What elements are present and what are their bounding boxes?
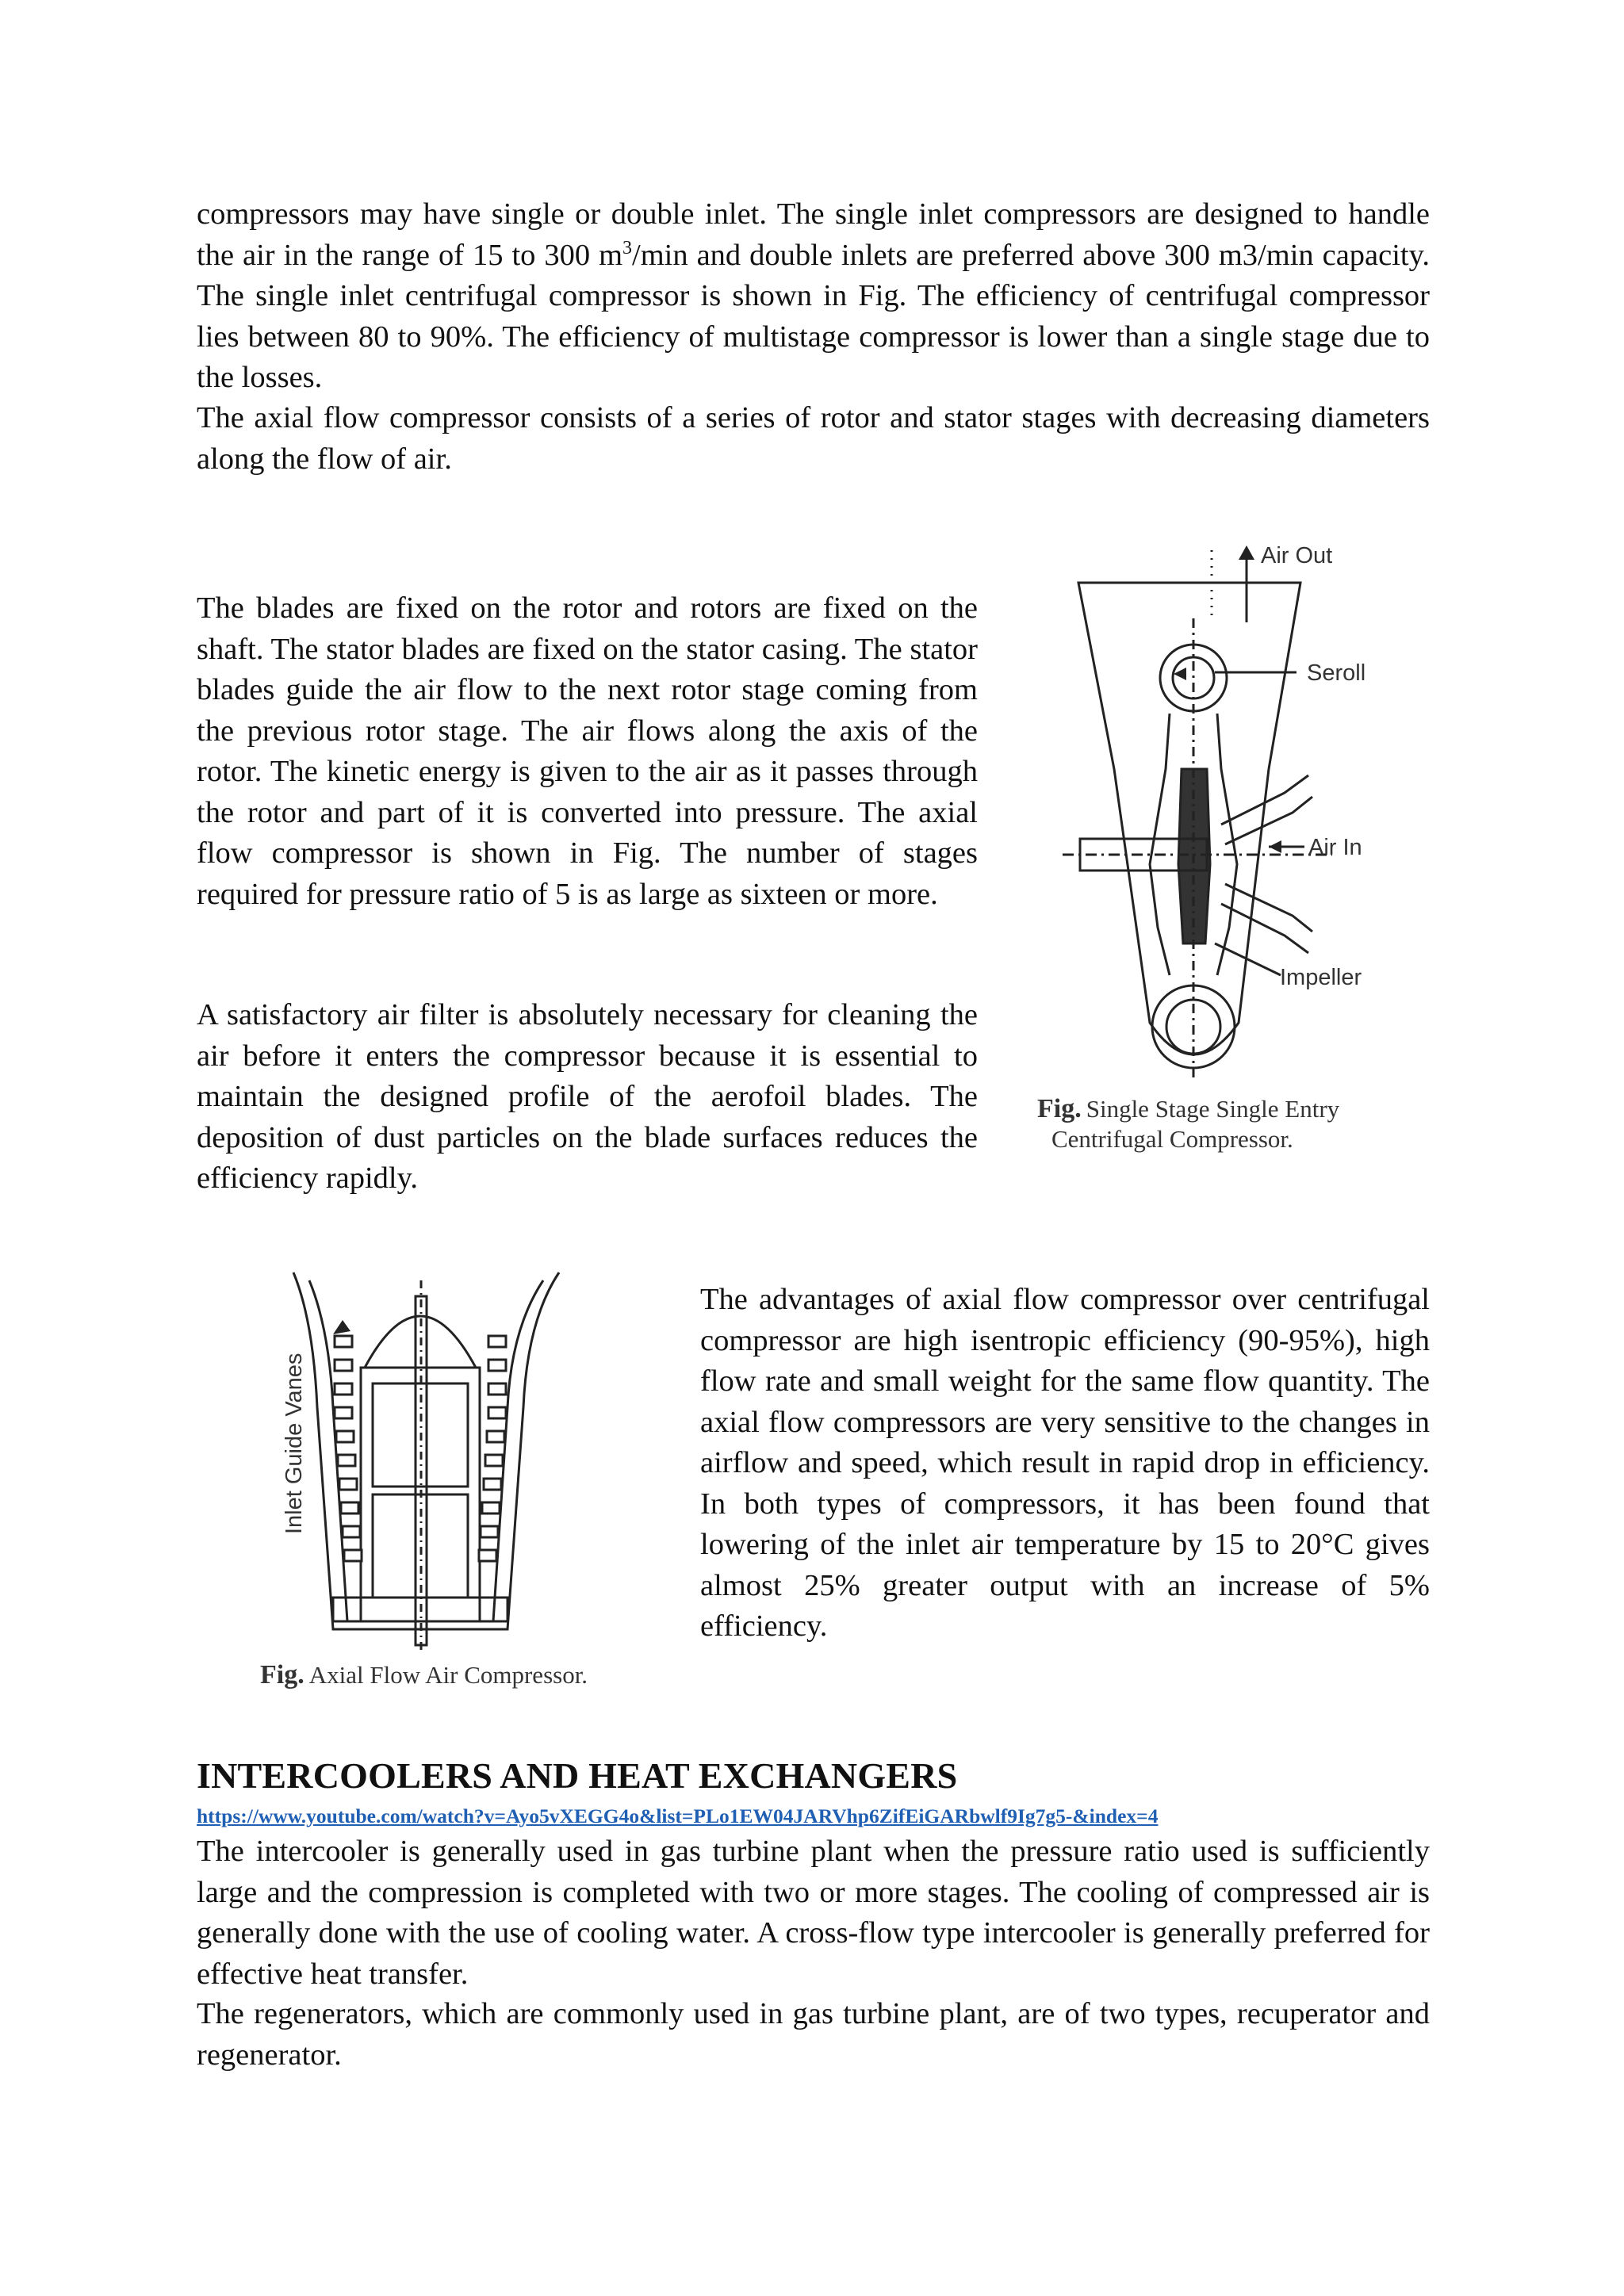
centrifugal-compressor-drawing — [1031, 531, 1396, 1102]
caption-axial-compressor: Fig. Axial Flow Air Compressor. — [260, 1660, 588, 1689]
figure-axial-compressor — [270, 1249, 571, 1661]
label-air-in: Air In — [1308, 835, 1362, 860]
paragraph-axial-advantages: The advantages of axial flow compressor over centrifugal compressor are high isentropic efficiency (90-95%), high flow rate and small weight for the same flow quantity. The axial flow compressors are very sensitive to the changes in airflow and speed, which result in rapid drop in efficiency. In both types of compressors, it has been found that lowering of the inlet air temperature by 15 to 20°C gives almost 25% greater output with an increase of 5% efficiency. — [700, 1283, 1430, 1643]
paragraph-compressor-inlets: compressors may have single or double inlet. The single inlet compressors are designed to handle the air in the range of 15 to 300 $m^3/\min$ and double inlets are preferred above 300 m3/min capacity. The single inlet centrifugal compressor is shown in Fig. The efficiency of centrifugal compressor lies between 80 to 90%. The efficiency of multistage compressor is lower than a single stage due to the losses. — [197, 197, 1430, 394]
label-air-out: Air Out — [1261, 543, 1333, 568]
paragraph-regenerators: The regenerators, which are commonly used in gas turbine plant, are of two types, recuperator and regenerator. — [197, 1997, 1430, 2072]
paragraph-axial-flow-intro: The axial flow compressor consists of a series of rotor and stator stages with decreasing diameters along the flow of air. — [197, 401, 1430, 476]
label-scroll: Seroll — [1307, 660, 1366, 686]
label-inlet-guide-vanes: Inlet Guide Vanes — [282, 1353, 307, 1534]
label-impeller: Impeller — [1280, 965, 1362, 990]
paragraph-air-filter: A satisfactory air filter is absolutely necessary for cleaning the air before it enters the compressor because it is essential to maintain the designed profile of the aerofoil blades. The deposition of dust particles on the blade surfaces reduces the efficiency rapidly. — [197, 998, 978, 1195]
youtube-link[interactable]: https://www.youtube.com/watch?v=Ayo5vXEGG4o&list=PLo1EW04JARVhp6ZifEiGARbwlf9Ig7g5-&index=4 — [197, 1804, 1159, 1827]
axial-compressor-drawing — [270, 1249, 571, 1661]
caption-centrifugal-compressor: Fig. Single Stage Single Entry Centrifugal Compressor. — [1037, 1094, 1340, 1153]
paragraph-blades-rotor: The blades are fixed on the rotor and rotors are fixed on the shaft. The stator blades are fixed on the stator casing. The stator blades guide the air flow to the next rotor stage coming from the previous rotor stage. The air flows along the axis of the rotor. The kinetic energy is given to the air as it passes through the rotor and part of it is converted into pressure. The axial flow compressor is shown in Fig. The number of stages required for pressure ratio of 5 is as large as sixteen or more. — [197, 591, 978, 911]
section-heading: INTERCOOLERS AND HEAT EXCHANGERS — [197, 1755, 958, 1796]
figure-centrifugal-compressor — [1031, 531, 1396, 1102]
paragraph-intercooler: The intercooler is generally used in gas turbine plant when the pressure ratio used is sufficiently large and the compression is completed with two or more stages. The cooling of compressed air is generally done with the use of cooling water. A cross-flow type intercooler is generally preferred for effective heat transfer. — [197, 1835, 1430, 1991]
